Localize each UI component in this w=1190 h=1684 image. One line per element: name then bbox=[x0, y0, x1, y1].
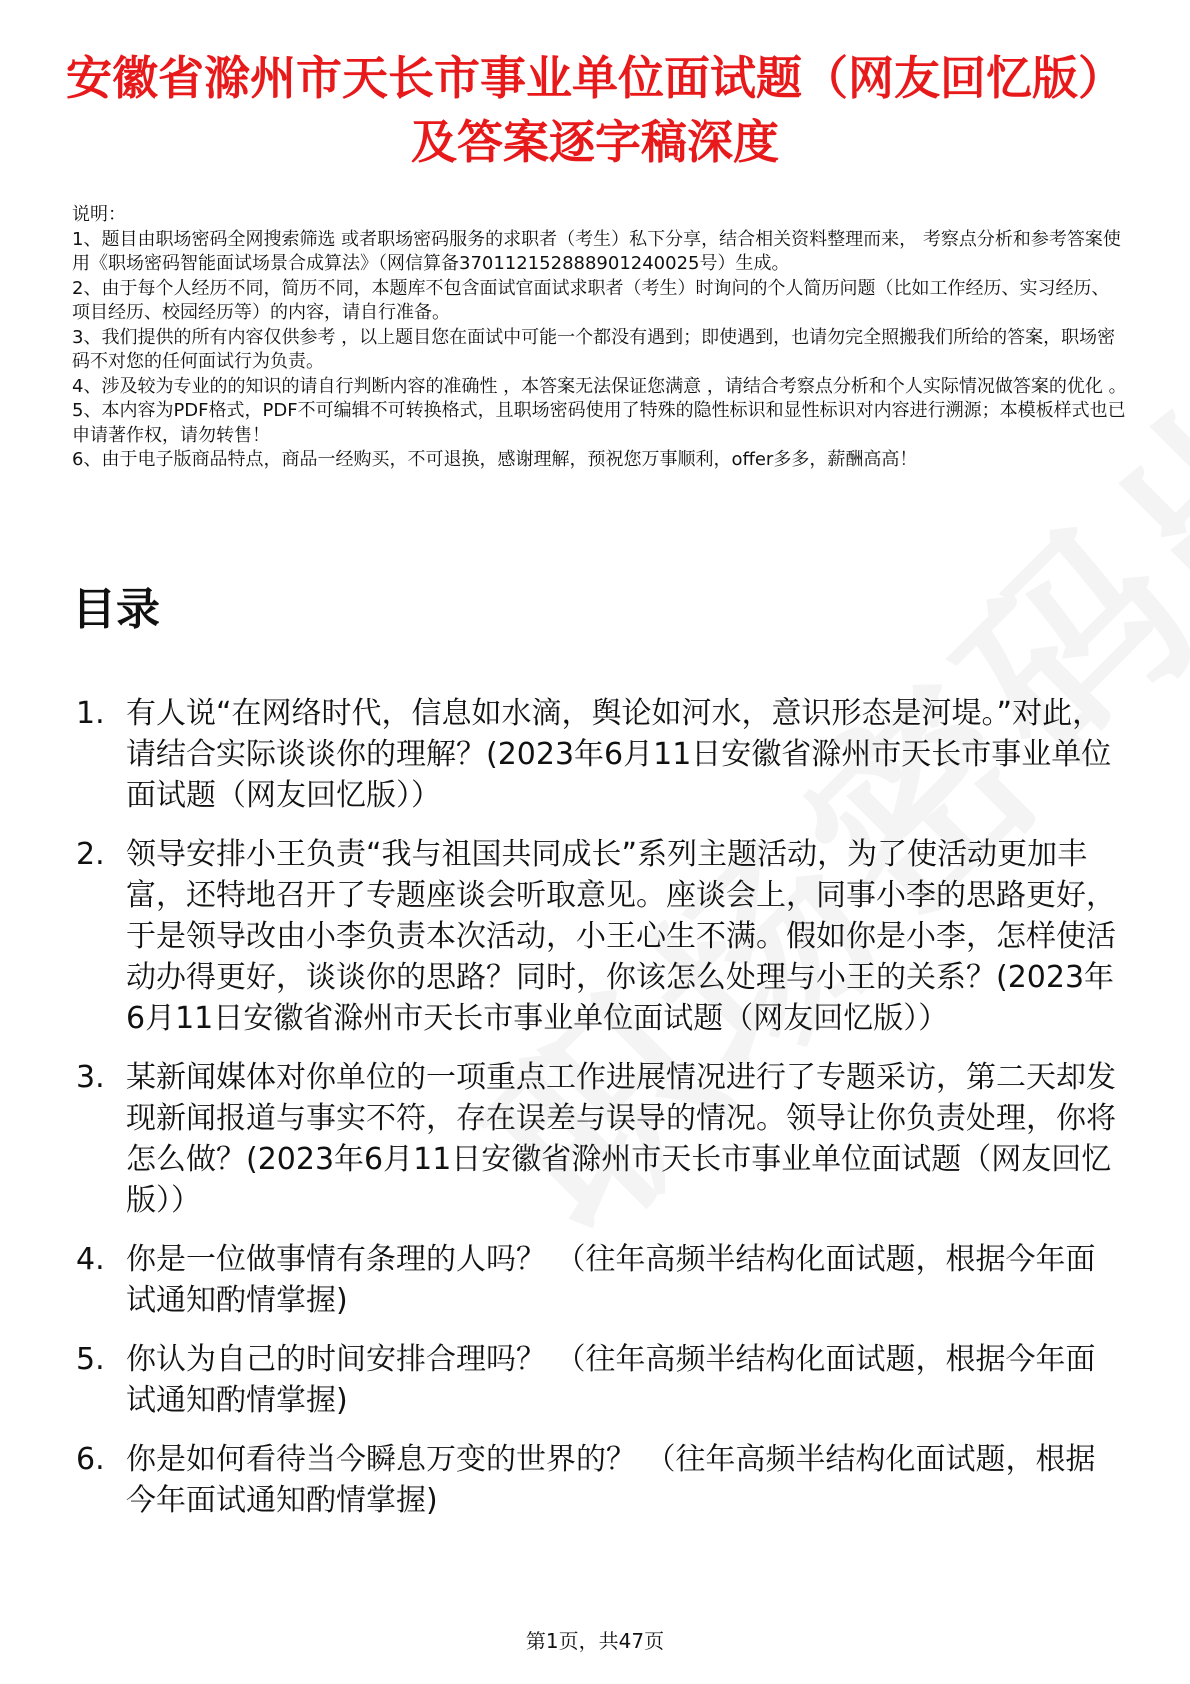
toc-item-6[interactable] bbox=[72, 1439, 1122, 1521]
toc-text: 领导安排小王负责“我与祖国共同成长”系列主题活动，为了使活动更加丰富，还特地召开了专题座谈会听取意见。座谈会上，同事小李的思路更好，于是领导改由小李负责本次活动，小王心生不满。假如你是小李，怎样使活动办得更好，谈谈你的思路？同时，你该怎么处理与小王的关系？(2023年6月11日安徽省滁州市天长市事业单位面试题（网友回忆版）） bbox=[126, 837, 1116, 1036]
toc-number: 6. bbox=[76, 1442, 105, 1477]
note-item-6: 6、由于电子版商品特点，商品一经购买，不可退换，感谢理解，预祝您万事顺利，offer多多，薪酬高高！ bbox=[72, 449, 918, 470]
note-item-5: 5、本内容为PDF格式，PDF不可编辑不可转换格式，且职场密码使用了特殊的隐性标识和显性标识对内容进行溯源；本模板样式也已申请著作权，请勿转售！ bbox=[72, 400, 1126, 446]
toc-item-5[interactable] bbox=[72, 1339, 1122, 1421]
toc-text: 你是一位做事情有条理的人吗？ （往年高频半结构化面试题，根据今年面试通知酌情掌握) bbox=[126, 1242, 1096, 1318]
page-footer: 第1页，共47页 bbox=[525, 1629, 665, 1653]
toc-text: 某新闻媒体对你单位的一项重点工作进展情况进行了专题采访，第二天却发现新闻报道与事实不符，存在误差与误导的情况。领导让你负责处理，你将怎么做？(2023年6月11日安徽省滁州市天长市事业单位面试题（网友回忆版）） bbox=[126, 1060, 1116, 1218]
notes-section bbox=[72, 203, 1127, 473]
toc-item-1[interactable] bbox=[72, 693, 1122, 816]
note-item-4: 4、涉及较为专业的的知识的请自行判断内容的准确性 ，本答案无法保证您满意 ，请结合考察点分析和个人实际情况做答案的优化 。 bbox=[72, 375, 1127, 397]
toc-text: 有人说“在网络时代，信息如水滴，舆论如河水，意识形态是河堤。”对此，请结合实际谈谈你的理解？(2023年6月11日安徽省滁州市天长市事业单位面试题（网友回忆版）） bbox=[126, 696, 1112, 813]
toc-text: 你是如何看待当今瞬息万变的世界的？ （往年高频半结构化面试题，根据今年面试通知酌情掌握) bbox=[126, 1442, 1096, 1518]
toc-item-4[interactable] bbox=[72, 1239, 1122, 1321]
toc-number: 2. bbox=[76, 837, 105, 872]
toc-item-3[interactable] bbox=[72, 1057, 1122, 1221]
toc-number: 1. bbox=[76, 696, 105, 731]
toc-text: 你认为自己的时间安排合理吗？ （往年高频半结构化面试题，根据今年面试通知酌情掌握) bbox=[126, 1342, 1096, 1418]
toc-heading: 目录 bbox=[72, 584, 160, 635]
note-item-2: 2、由于每个人经历不同，简历不同，本题库不包含面试官面试求职者（考生）时询问的个人简历问题（比如工作经历、实习经历、项目经历、校园经历等）的内容，请自行准备。 bbox=[72, 277, 1110, 323]
document-title: 安徽省滁州市天长市事业单位面试题（网友回忆版）及答案逐字稿深度 bbox=[66, 51, 1124, 169]
toc-number: 3. bbox=[76, 1060, 105, 1095]
toc-number: 5. bbox=[76, 1342, 105, 1377]
notes-heading: 说明： bbox=[72, 204, 126, 225]
toc-number: 4. bbox=[76, 1242, 105, 1277]
toc-item-2[interactable] bbox=[72, 834, 1122, 1039]
note-item-1: 1、题目由职场密码全网搜索筛选 或者职场密码服务的求职者（考生）私下分享，结合相关资料整理而来， 考察点分析和参考答案使用《职场密码智能面试场景合成算法》（网信算备370112152888901240025号）生成。 bbox=[72, 228, 1121, 274]
toc-list bbox=[72, 693, 1122, 1539]
note-item-3: 3、我们提供的所有内容仅供参考 ，以上题目您在面试中可能一个都没有遇到；即使遇到，也请勿完全照搬我们所给的答案，职场密码不对您的任何面试行为负责。 bbox=[72, 326, 1116, 372]
